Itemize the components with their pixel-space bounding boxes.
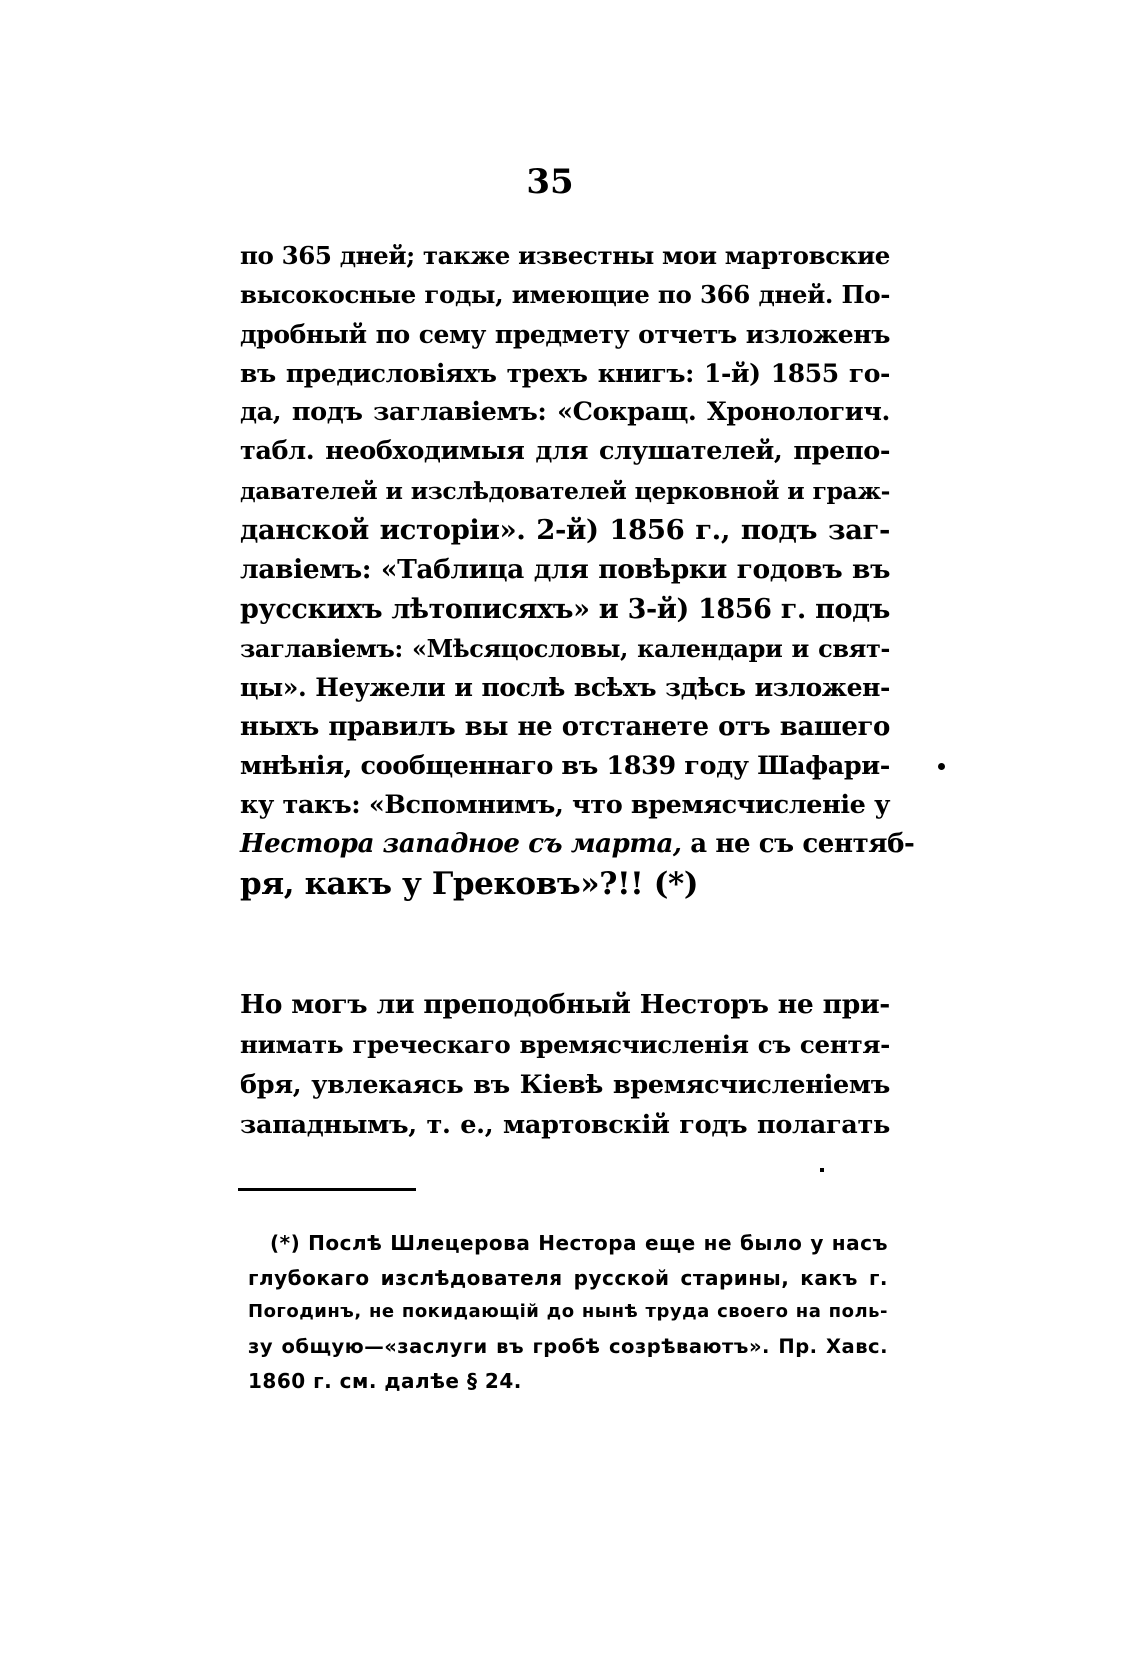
text-line: нимать греческаго времясчисленія съ сентя- — [240, 1030, 890, 1059]
footnote-separator-rule — [238, 1188, 416, 1191]
footnote-line: зу общую—«заслуги въ гробѣ созрѣваютъ». Пр. Хавс. — [248, 1334, 888, 1358]
main-text-paragraph-1 — [240, 236, 915, 904]
text-line: по 365 дней; также известны мои мартовские — [240, 241, 890, 270]
text-line: западнымъ, т. е., мартовскій годъ полагать — [240, 1110, 890, 1140]
print-speck — [820, 1168, 824, 1172]
footnote-line: 1860 г. см. далѣе § 24. — [248, 1369, 522, 1394]
text-line: въ предисловіяхъ трехъ книгъ: 1-й) 1855 го- — [240, 358, 890, 388]
text-line: да, подъ заглавіемъ: «Сокращ. Хронологич. — [240, 397, 890, 428]
text-line: ныхъ правилъ вы не отстанете отъ вашего — [240, 711, 890, 742]
text-line: бря, увлекаясь въ Кіевѣ времясчисленіемъ — [240, 1070, 890, 1100]
main-text-paragraph-2 — [240, 985, 890, 1145]
text-line: лавіемъ: «Таблица для повѣрки годовъ въ — [240, 554, 890, 586]
text-line: русскихъ лѣтописяхъ» и 3-й) 1856 г. подъ — [240, 593, 890, 625]
text-line: заглавіемъ: «Мѣсяцословы, календари и свят- — [240, 633, 890, 663]
footnote — [248, 1226, 888, 1399]
text-line: табл. необходимыя для слушателей, препо- — [240, 436, 890, 467]
print-speck — [938, 763, 945, 770]
italic-citation: Нестора западное съ марта, — [240, 829, 682, 860]
text-line: Нестора западное съ марта, а не съ сентяб- — [240, 829, 915, 860]
text-line: мнѣнія, сообщеннаго въ 1839 году Шафари- — [240, 750, 890, 781]
text-line: давателей и изслѣдователей церковной и граж- — [240, 476, 890, 505]
text-line: высокосные годы, имеющие по 366 дней. По- — [240, 280, 890, 310]
footnote-line: Погодинъ, не покидающій до нынѣ труда своего на поль- — [248, 1301, 888, 1323]
text-line: ря, какъ у Грековъ»?!! (*) — [240, 865, 699, 902]
text-line: дробный по сему предмету отчетъ изложенъ — [240, 319, 890, 349]
text-line: цы». Неужели и послѣ всѣхъ здѣсь изложен- — [240, 673, 890, 703]
footnote-line: глубокаго изслѣдователя русской старины, какъ г. — [248, 1265, 888, 1290]
text-line: ку такъ: «Вспомнимъ, что времясчисленіе у — [240, 790, 890, 821]
footnote-line: (*) Послѣ Шлецерова Нестора еще не было у насъ — [270, 1231, 888, 1255]
text-line: Но могъ ли преподобный Несторъ не при- — [240, 989, 890, 1020]
page-number: 35 — [526, 162, 574, 202]
text-line: данской исторіи». 2-й) 1856 г., подъ заг- — [240, 514, 890, 547]
